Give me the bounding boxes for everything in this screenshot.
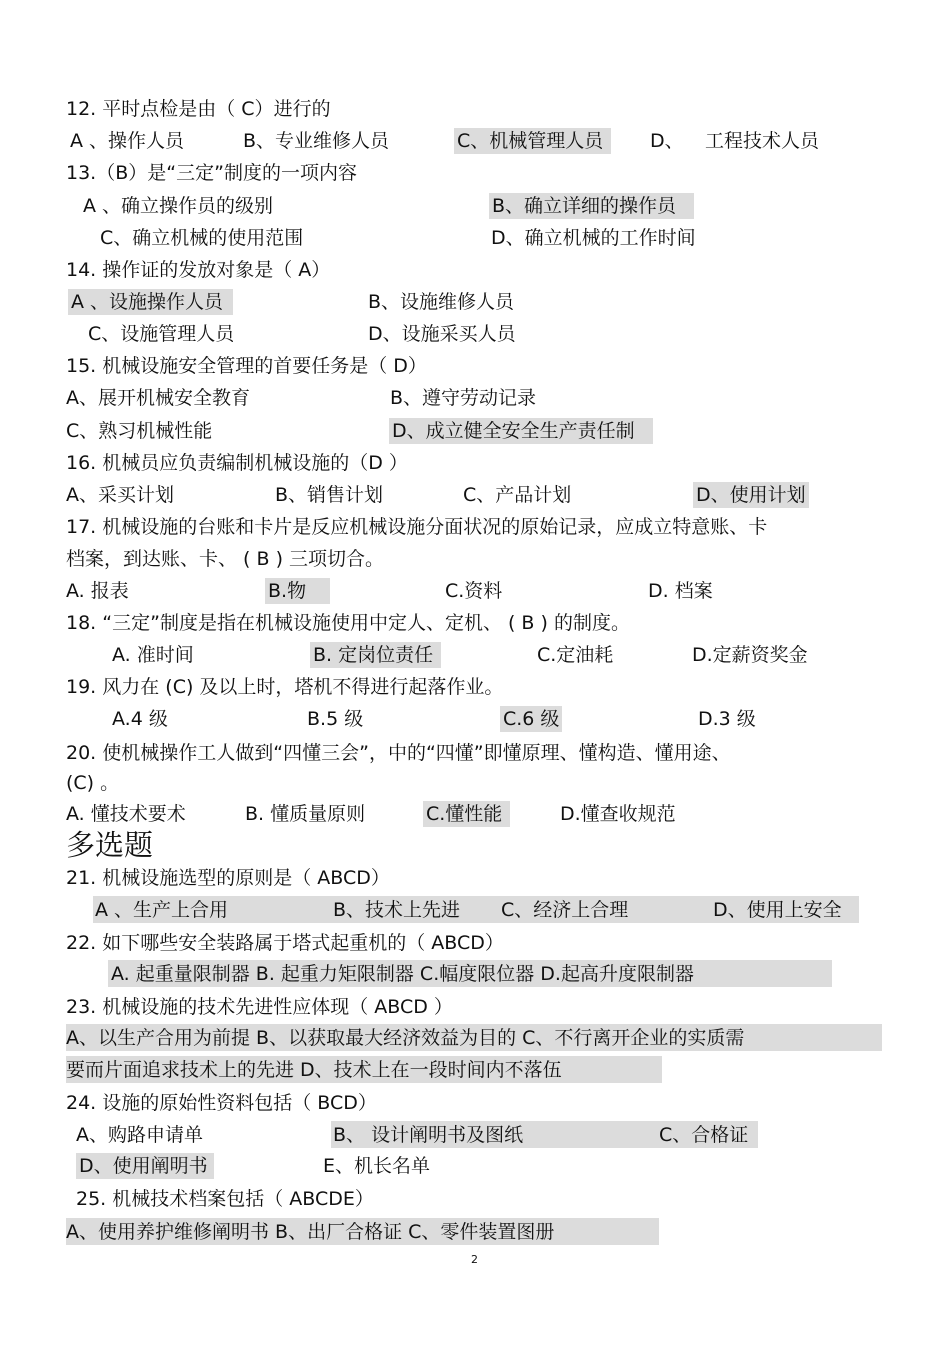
- q24-option-b: B、 设计阐明书及图纸: [333, 1124, 524, 1146]
- q13-option-c: C、确立机械的使用范围: [100, 227, 304, 249]
- question-22: 22. 如下哪些安全装路属于塔式起重机的（ ABCD）: [66, 932, 504, 954]
- q20-option-b: B. 懂质量原则: [245, 803, 366, 825]
- q18-option-d: D.定薪资奖金: [692, 644, 808, 666]
- q18-option-c: C.定油耗: [537, 644, 614, 666]
- q19-option-b: B.5 级: [307, 708, 364, 730]
- q21-option-d: D、使用上安全: [713, 899, 842, 921]
- q12-option-a: A 、操作人员: [70, 130, 185, 152]
- question-24: 24. 设施的原始性资料包括（ BCD）: [66, 1092, 377, 1114]
- question-20-line-2: (C) 。: [66, 772, 120, 794]
- q24-option-a: A、购路申请单: [76, 1124, 203, 1146]
- q24-option-d-answer: D、使用阐明书: [76, 1153, 214, 1179]
- q17-option-d: D. 档案: [648, 580, 713, 602]
- question-15: 15. 机械设施安全管理的首要任务是（ D）: [66, 355, 427, 377]
- q25-options: A、使用养护维修阐明书 B、出厂合格证 C、零件装置图册: [66, 1221, 555, 1243]
- q16-option-b: B、销售计划: [275, 484, 384, 506]
- question-20-line-1: 20. 使机械操作工人做到“四懂三会”，中的“四懂”即懂原理、懂构造、懂用途、: [66, 742, 731, 764]
- question-18: 18. “三定”制度是指在机械设施使用中定人、定机、 ( B ) 的制度。: [66, 612, 630, 634]
- q17-option-c: C.资料: [445, 580, 503, 602]
- q14-option-b: B、设施维修人员: [368, 291, 515, 313]
- q20-option-c-answer: C.懂性能: [423, 801, 510, 827]
- q23-options-line-2: 要而片面追求技术上的先进 D、技术上在一段时间内不落伍: [66, 1059, 562, 1081]
- q18-option-a: A. 准时间: [112, 644, 194, 666]
- question-17-line-2: 档案，到达账、卡、 ( B ) 三项切合。: [66, 548, 385, 570]
- q16-option-a: A、采买计划: [66, 484, 174, 506]
- q12-option-b: B、专业维修人员: [243, 130, 390, 152]
- q21-option-c: C、经济上合理: [501, 899, 629, 921]
- q18-option-b-answer: B. 定岗位责任: [310, 642, 441, 668]
- question-12: 12. 平时点检是由（ C）进行的: [66, 98, 331, 120]
- question-23: 23. 机械设施的技术先进性应体现（ ABCD ）: [66, 996, 453, 1018]
- q14-option-a-answer: A 、设施操作人员: [68, 289, 233, 315]
- q17-option-a: A. 报表: [66, 580, 129, 602]
- q19-option-c-answer: C.6 级: [500, 706, 562, 732]
- q14-option-d: D、设施采买人员: [368, 323, 516, 345]
- q17-option-b-answer: B.物: [265, 578, 330, 604]
- q15-option-b: B、遵守劳动记录: [390, 387, 537, 409]
- q23-options-line-1: A、以生产合用为前提 B、以获取最大经济效益为目的 C、不行离开企业的实质需: [66, 1027, 745, 1049]
- question-13: 13.（B）是“三定”制度的一项内容: [66, 162, 357, 184]
- q24-option-e: E、机长名单: [323, 1155, 431, 1177]
- q21-option-b: B、技术上先进: [333, 899, 461, 921]
- question-14: 14. 操作证的发放对象是（ A）: [66, 259, 331, 281]
- q12-option-d: D、: [650, 130, 684, 152]
- q13-option-b-answer: B、确立详细的操作员: [489, 193, 694, 219]
- q13-option-a: A 、确立操作员的级别: [83, 195, 274, 217]
- page-number: 2: [471, 1253, 478, 1266]
- q15-option-a: A、展开机械安全教育: [66, 387, 250, 409]
- q12-option-d-text: 工程技术人员: [705, 130, 820, 152]
- q19-option-d: D.3 级: [698, 708, 756, 730]
- q21-option-a: A 、生产上合用: [95, 899, 229, 921]
- section-title-multiple-choice: 多选题: [66, 828, 154, 862]
- q15-option-c: C、熟习机械性能: [66, 420, 213, 442]
- q22-options: A. 起重量限制器 B. 起重力矩限制器 C.幅度限位器 D.起高升度限制器: [111, 963, 694, 985]
- q12-option-c-answer: C、机械管理人员: [454, 128, 611, 154]
- q15-option-d-answer: D、成立健全安全生产责任制: [389, 418, 653, 444]
- question-25: 25. 机械技术档案包括（ ABCDE）: [76, 1188, 374, 1210]
- q16-option-d-answer: D、使用计划: [693, 482, 809, 508]
- q19-option-a: A.4 级: [112, 708, 168, 730]
- q20-option-a: A. 懂技术要术: [66, 803, 186, 825]
- question-21: 21. 机械设施选型的原则是（ ABCD）: [66, 867, 390, 889]
- question-16: 16. 机械员应负责编制机械设施的（D ）: [66, 452, 408, 474]
- question-17-line-1: 17. 机械设施的台账和卡片是反应机械设施分面状况的原始记录，应成立特意账、卡: [66, 516, 768, 538]
- q14-option-c: C、设施管理人员: [88, 323, 235, 345]
- q24-option-c: C、合格证: [659, 1124, 749, 1146]
- question-19: 19. 风力在 (C) 及以上时，塔机不得进行起落作业。: [66, 676, 504, 698]
- q20-option-d: D.懂查收规范: [560, 803, 676, 825]
- q13-option-d: D、确立机械的工作时间: [491, 227, 696, 249]
- q16-option-c: C、产品计划: [463, 484, 572, 506]
